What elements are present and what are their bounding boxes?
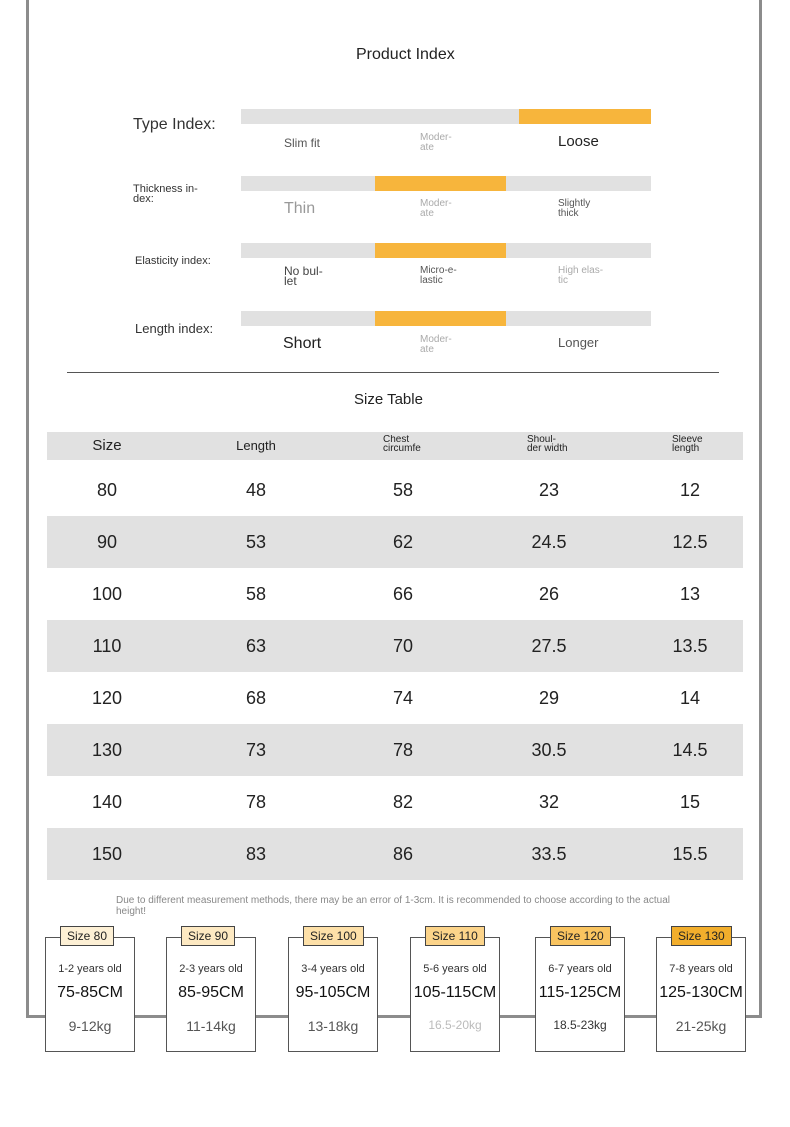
weight-range: 11-14kg bbox=[186, 1018, 236, 1034]
level-loose: Loose bbox=[558, 133, 599, 150]
cell-length: 58 bbox=[245, 583, 267, 604]
level-thin: Thin bbox=[284, 200, 316, 217]
size-tag: Size 110 bbox=[425, 926, 485, 946]
level-no-bullet: No bul- let bbox=[284, 264, 323, 288]
cell-sleeve: 12 bbox=[679, 479, 701, 500]
index-bar-length bbox=[241, 311, 651, 326]
weight-range: 21-25kg bbox=[675, 1018, 727, 1034]
cell-sleeve: 12.5 bbox=[637, 516, 743, 568]
age-range: 5-6 years old bbox=[423, 963, 487, 975]
cell-chest: 86 bbox=[345, 828, 461, 880]
cell-size: 90 bbox=[47, 516, 167, 568]
cell-size: 140 bbox=[91, 791, 123, 812]
table-row bbox=[47, 776, 743, 828]
height-range: 105-115CM bbox=[413, 984, 497, 1001]
table-row bbox=[47, 464, 743, 516]
cell-shoulder: 24.5 bbox=[461, 516, 637, 568]
index-bar-fill bbox=[375, 243, 506, 258]
cell-chest: 70 bbox=[345, 620, 461, 672]
index-bar-fill bbox=[519, 109, 651, 124]
table-row bbox=[47, 620, 743, 672]
cell-size: 80 bbox=[96, 479, 118, 500]
index-bar-thickness bbox=[241, 176, 651, 191]
level-short: Short bbox=[283, 335, 322, 352]
cell-shoulder: 30.5 bbox=[461, 724, 637, 776]
index-bar-elasticity bbox=[241, 243, 651, 258]
size-card bbox=[410, 929, 500, 1052]
cell-size: 100 bbox=[91, 583, 123, 604]
size-table bbox=[47, 432, 743, 880]
index-label-thickness: Thickness in- dex: bbox=[133, 183, 198, 205]
header-shoulder: Shoul- der width bbox=[461, 432, 637, 460]
size-tag: Size 90 bbox=[181, 926, 235, 946]
size-card bbox=[166, 929, 256, 1052]
index-label-type: Type Index: bbox=[133, 116, 216, 133]
age-range: 3-4 years old bbox=[301, 963, 365, 975]
size-card bbox=[535, 929, 625, 1052]
weight-range: 9-12kg bbox=[68, 1018, 112, 1034]
weight-range: 18.5-23kg bbox=[553, 1018, 607, 1032]
height-range: 75-85CM bbox=[57, 984, 123, 1001]
index-bar-fill bbox=[375, 176, 506, 191]
height-range: 85-95CM bbox=[178, 984, 244, 1001]
cell-size: 130 bbox=[47, 724, 167, 776]
index-bar-fill bbox=[375, 311, 506, 326]
size-tag: Size 120 bbox=[550, 926, 611, 946]
index-label-length: Length index: bbox=[135, 321, 214, 336]
table-row bbox=[47, 516, 743, 568]
weight-range: 16.5-20kg bbox=[428, 1018, 482, 1032]
cell-length: 68 bbox=[245, 687, 267, 708]
level-slightly-thick: Slightly thick bbox=[558, 198, 591, 219]
cell-sleeve: 14 bbox=[679, 687, 701, 708]
header-chest: Chest circumfe bbox=[345, 432, 461, 460]
level-longer: Longer bbox=[558, 335, 599, 350]
height-range: 125-130CM bbox=[659, 984, 743, 1001]
age-range: 2-3 years old bbox=[179, 963, 243, 975]
age-range: 6-7 years old bbox=[548, 963, 612, 975]
cell-length: 48 bbox=[245, 479, 267, 500]
cell-shoulder: 32 bbox=[538, 791, 560, 812]
height-range: 95-105CM bbox=[295, 984, 371, 1001]
cell-chest: 62 bbox=[345, 516, 461, 568]
table-row bbox=[47, 672, 743, 724]
table-row bbox=[47, 724, 743, 776]
cell-shoulder: 33.5 bbox=[461, 828, 637, 880]
table-row bbox=[47, 568, 743, 620]
size-table-title: Size Table bbox=[354, 391, 423, 408]
cell-length: 83 bbox=[167, 828, 345, 880]
cell-sleeve: 13.5 bbox=[637, 620, 743, 672]
cell-chest: 58 bbox=[392, 479, 414, 500]
size-card bbox=[288, 929, 378, 1052]
header-length: Length bbox=[167, 432, 345, 460]
level-moderate: Moder- ate bbox=[420, 132, 452, 153]
level-moderate: Moder- ate bbox=[420, 334, 452, 355]
cell-sleeve: 15.5 bbox=[637, 828, 743, 880]
index-bar-type bbox=[241, 109, 651, 124]
cell-size: 110 bbox=[47, 620, 167, 672]
cell-size: 120 bbox=[91, 687, 123, 708]
level-slim-fit: Slim fit bbox=[284, 136, 320, 150]
cell-chest: 66 bbox=[392, 583, 414, 604]
measurement-note: Due to different measurement methods, there may be an error of 1-3cm. It is recommended to choose according to the actual height! bbox=[116, 895, 670, 917]
age-range: 7-8 years old bbox=[669, 963, 733, 975]
level-high-elastic: High elas- tic bbox=[558, 265, 604, 286]
cell-length: 78 bbox=[245, 791, 267, 812]
level-micro-elastic: Micro-e- lastic bbox=[420, 265, 457, 286]
cell-chest: 82 bbox=[392, 791, 414, 812]
cell-shoulder: 23 bbox=[538, 479, 560, 500]
cell-shoulder: 27.5 bbox=[461, 620, 637, 672]
header-sleeve: Sleeve length bbox=[637, 432, 743, 460]
size-card bbox=[656, 929, 746, 1052]
cell-shoulder: 29 bbox=[538, 687, 560, 708]
size-tag: Size 100 bbox=[303, 926, 364, 946]
size-table-header bbox=[47, 432, 743, 460]
cell-shoulder: 26 bbox=[538, 583, 560, 604]
cell-sleeve: 13 bbox=[679, 583, 701, 604]
size-tag: Size 80 bbox=[60, 926, 114, 946]
cell-chest: 78 bbox=[345, 724, 461, 776]
cell-length: 73 bbox=[167, 724, 345, 776]
section-divider bbox=[67, 372, 719, 373]
cell-chest: 74 bbox=[392, 687, 414, 708]
index-label-elasticity: Elasticity index: bbox=[135, 255, 211, 267]
product-index-title: Product Index bbox=[356, 46, 455, 63]
size-card bbox=[45, 929, 135, 1052]
height-range: 115-125CM bbox=[538, 984, 622, 1001]
table-row bbox=[47, 828, 743, 880]
cell-length: 63 bbox=[167, 620, 345, 672]
level-moderate: Moder- ate bbox=[420, 198, 452, 219]
cell-length: 53 bbox=[167, 516, 345, 568]
size-tag: Size 130 bbox=[671, 926, 732, 946]
age-range: 1-2 years old bbox=[58, 963, 122, 975]
cell-sleeve: 15 bbox=[679, 791, 701, 812]
cell-sleeve: 14.5 bbox=[637, 724, 743, 776]
header-size: Size bbox=[47, 432, 167, 460]
cell-size: 150 bbox=[47, 828, 167, 880]
weight-range: 13-18kg bbox=[307, 1018, 359, 1034]
